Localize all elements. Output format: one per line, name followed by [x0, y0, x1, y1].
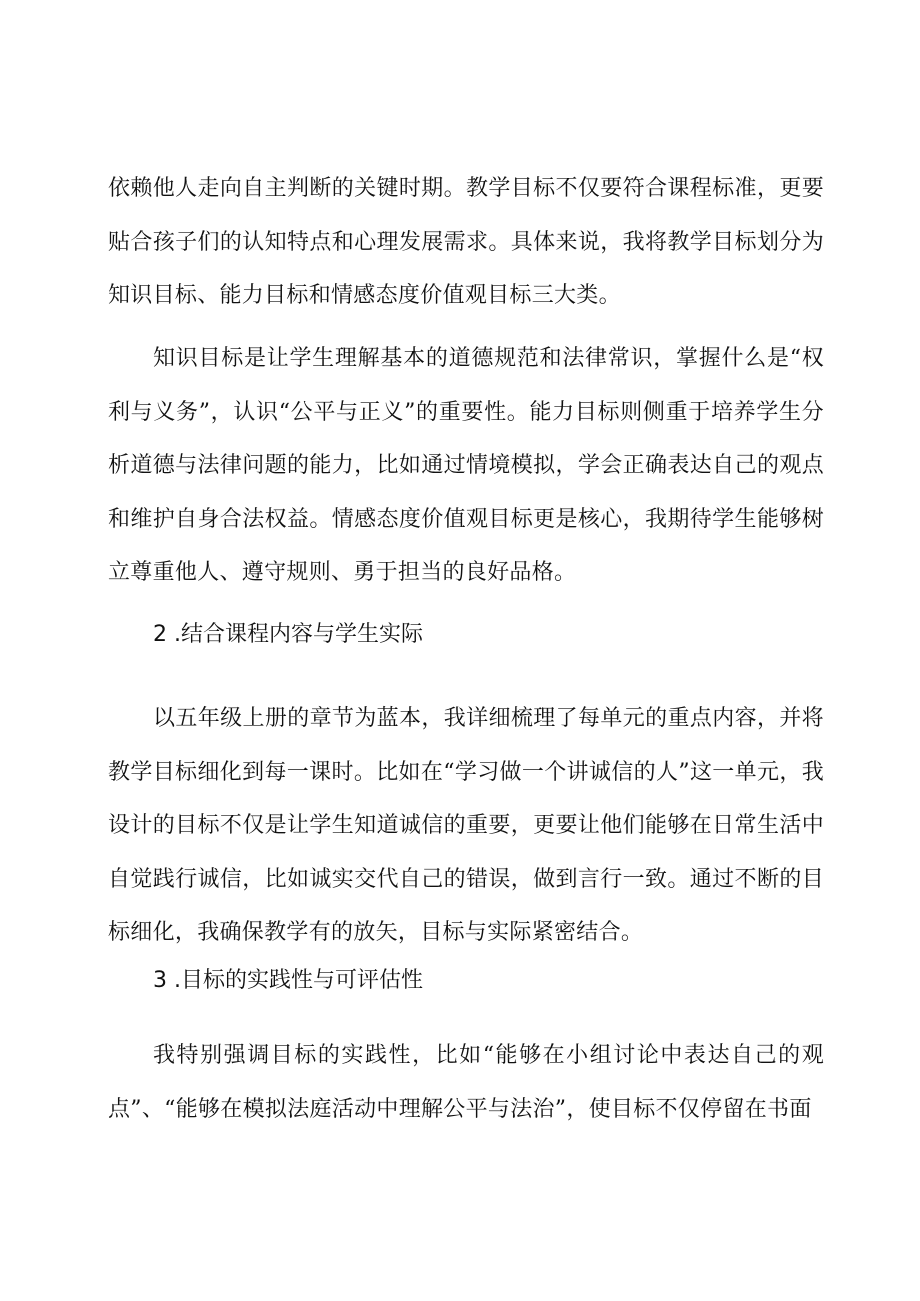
section-heading-3: 3 .目标的实践性与可评估性 [153, 968, 423, 993]
section-heading-2: 2 .结合课程内容与学生实际 [153, 622, 423, 647]
paragraph-practicality: 我特别强调目标的实践性，比如“能够在小组讨论中表达自己的观点”、“能够在模拟法庭活动中理解公平与法治”，使目标不仅停留在书面 [108, 1043, 824, 1122]
paragraph-knowledge-goals: 知识目标是让学生理解基本的道德规范和法律常识，掌握什么是“权利与义务”，认识“公平与正义”的重要性。能力目标则侧重于培养学生分析道德与法律问题的能力，比如通过情境模拟，学会正确表达自己的观点和维护自身合法权益。情感态度价值观目标更是核心，我期待学生能够树立尊重他人、遵守规则、勇于担当的良好品格。 [108, 346, 824, 585]
paragraph-intro: 依赖他人走向自主判断的关键时期。教学目标不仅要符合课程标准，更要贴合孩子们的认知特点和心理发展需求。具体来说，我将教学目标划分为知识目标、能力目标和情感态度价值观目标三大类。 [108, 176, 824, 308]
paragraph-course-content: 以五年级上册的章节为蓝本，我详细梳理了每单元的重点内容，并将教学目标细化到每一课时。比如在“学习做一个讲诚信的人”这一单元，我设计的目标不仅是让学生知道诚信的重要，更要让他们能够在日常生活中自觉践行诚信，比如诚实交代自己的错误，做到言行一致。通过不断的目标细化，我确保教学有的放矢，目标与实际紧密结合。 [108, 706, 824, 945]
